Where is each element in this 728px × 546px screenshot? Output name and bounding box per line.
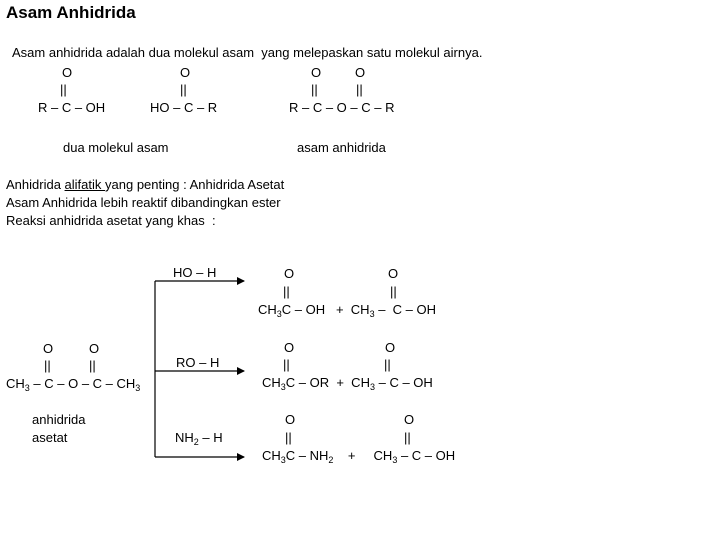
reactant-double-bond-2: || <box>89 358 96 373</box>
reagent-amine: $NH_2$ – H <box>175 430 223 447</box>
anhydride-oxygen-2: O <box>355 65 366 80</box>
p1-formula: $CH_3C$ – OH + $CH_3$ – C – OH <box>258 302 437 319</box>
aliphatic-line-pre: Anhidrida <box>6 177 65 192</box>
p3-double-bond-1: || <box>285 430 292 445</box>
intro-text: Asam anhidrida adalah dua molekul asam yang melepaskan satu molekul airnya. <box>12 45 483 60</box>
anhydride-formula: R – C – O – C – R <box>289 100 395 115</box>
reagent-water: HO – H <box>173 265 217 280</box>
reactant-label-2: asetat <box>32 430 68 445</box>
aliphatic-line-post: yang penting : Anhidrida Asetat <box>105 177 285 192</box>
acid2-oxygen: O <box>180 65 191 80</box>
anhydride-double-bond-2: || <box>356 82 363 97</box>
p3-oxygen-1: O <box>285 412 296 427</box>
acid2-formula: HO – C – R <box>150 100 218 115</box>
p1-double-bond-2: || <box>390 284 397 299</box>
p2-double-bond-1: || <box>283 357 290 372</box>
p1-double-bond-1: || <box>283 284 290 299</box>
reactant-label-1: anhidrida <box>32 412 86 427</box>
reagent-alcohol: RO – H <box>176 355 220 370</box>
reactant-double-bond-1: || <box>44 358 51 373</box>
acid2-double-bond: || <box>180 82 187 97</box>
reactant-oxygen-1: O <box>43 341 54 356</box>
reactivity-line: Asam Anhidrida lebih reaktif dibandingkan ester <box>6 195 281 210</box>
p3-double-bond-2: || <box>404 430 411 445</box>
acid1-oxygen: O <box>62 65 73 80</box>
p1-oxygen-1: O <box>284 266 295 281</box>
p2-oxygen-1: O <box>284 340 295 355</box>
acid1-formula: R – C – OH <box>38 100 106 115</box>
p3-formula: $CH_3C - NH_2$ + $CH_3$ – C – OH <box>262 448 456 465</box>
reactant-oxygen-2: O <box>89 341 100 356</box>
p2-formula: $CH_3C$ – OR + $CH_3$ – C – OH <box>262 375 433 392</box>
p1-oxygen-2: O <box>388 266 399 281</box>
aliphatic-link[interactable]: alifatik <box>64 177 106 192</box>
p2-oxygen-2: O <box>385 340 396 355</box>
p3-oxygen-2: O <box>404 412 415 427</box>
anhydride-oxygen-1: O <box>311 65 322 80</box>
anhydride-double-bond-1: || <box>311 82 318 97</box>
p2-double-bond-2: || <box>384 357 391 372</box>
reactant-formula: $CH_3$ – C – O – C – $CH_3$ <box>6 376 141 393</box>
label-two-acids: dua molekul asam <box>63 140 169 155</box>
label-acid-anhydride: asam anhidrida <box>297 140 386 155</box>
page-title: Asam Anhidrida <box>6 3 136 22</box>
acid1-double-bond: || <box>60 82 67 97</box>
reactions-heading: Reaksi anhidrida asetat yang khas : <box>6 213 216 228</box>
